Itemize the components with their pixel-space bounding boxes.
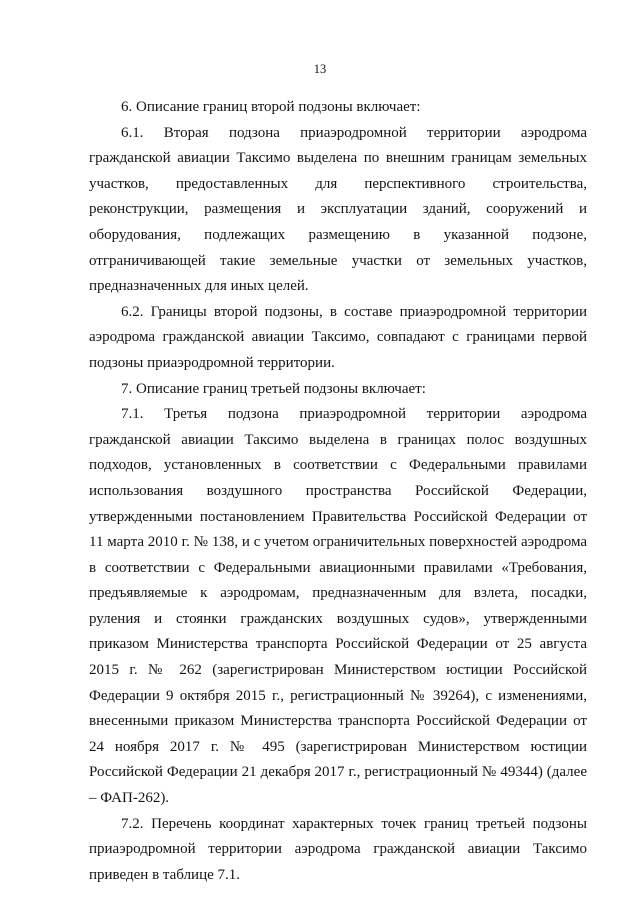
- paragraph-7-2: 7.2. Перечень координат характерных точек границ третьей подзоны приаэродромной территории аэродрома гражданской авиации Таксимо приведен в таблице 7.1.: [89, 815, 587, 883]
- paragraph-7-1: 7.1. Третья подзона приаэродромной территории аэродрома гражданской авиации Таксимо выделена в границах полос воздушных подходов, установленных в соответствии с Федеральными правилами использования воздушного пространства Российской Федерации, утвержденными постановлением Правительства Российской Федерации от 11 марта 2010 г. № 138, и с учетом ограничительных поверхностей аэродрома в соответствии с Федеральными авиационными правилами «Требования, предъявляемые к аэродромам, предназначенным для взлета, посадки, руления и стоянки гражданских воздушных судов», утвержденными приказом Министерства транспорта Российской Федерации от 25 августа 2015 г. № 262 (зарегистрирован Министерством юстиции Российской Федерации 9 октября 2015 г., регистрационный № 39264), с изменениями, внесенными приказом Министерства транспорта Российской Федерации от 24 ноября 2017 г. № 495 (зарегистрирован Министерством юстиции Российской Федерации 21 декабря 2017 г., регистрационный № 49344) (далее – ФАП-262).: [89, 406, 587, 807]
- paragraph-6-1: 6.1. Вторая подзона приаэродромной территории аэродрома гражданской авиации Таксимо выделена по внешним границам земельных участков, предоставленных для перспективного строительства, реконструкции, размещения и эксплуатации зданий, сооружений и оборудования, подлежащих размещению в указанной подзоне, отграничивающей такие земельные участки от земельных участков, предназначенных для иных целей.: [89, 124, 587, 295]
- paragraph-6: 6. Описание границ второй подзоны включает:: [121, 99, 421, 115]
- page-number: 13: [313, 62, 327, 76]
- paragraph-7: 7. Описание границ третьей подзоны включает:: [121, 380, 426, 397]
- document-body: [89, 95, 587, 888]
- paragraph-6-2: 6.2. Границы второй подзоны, в составе приаэродромной территории аэродрома гражданской авиации Таксимо, совпадают с границами первой подзоны приаэродромной территории.: [89, 303, 587, 371]
